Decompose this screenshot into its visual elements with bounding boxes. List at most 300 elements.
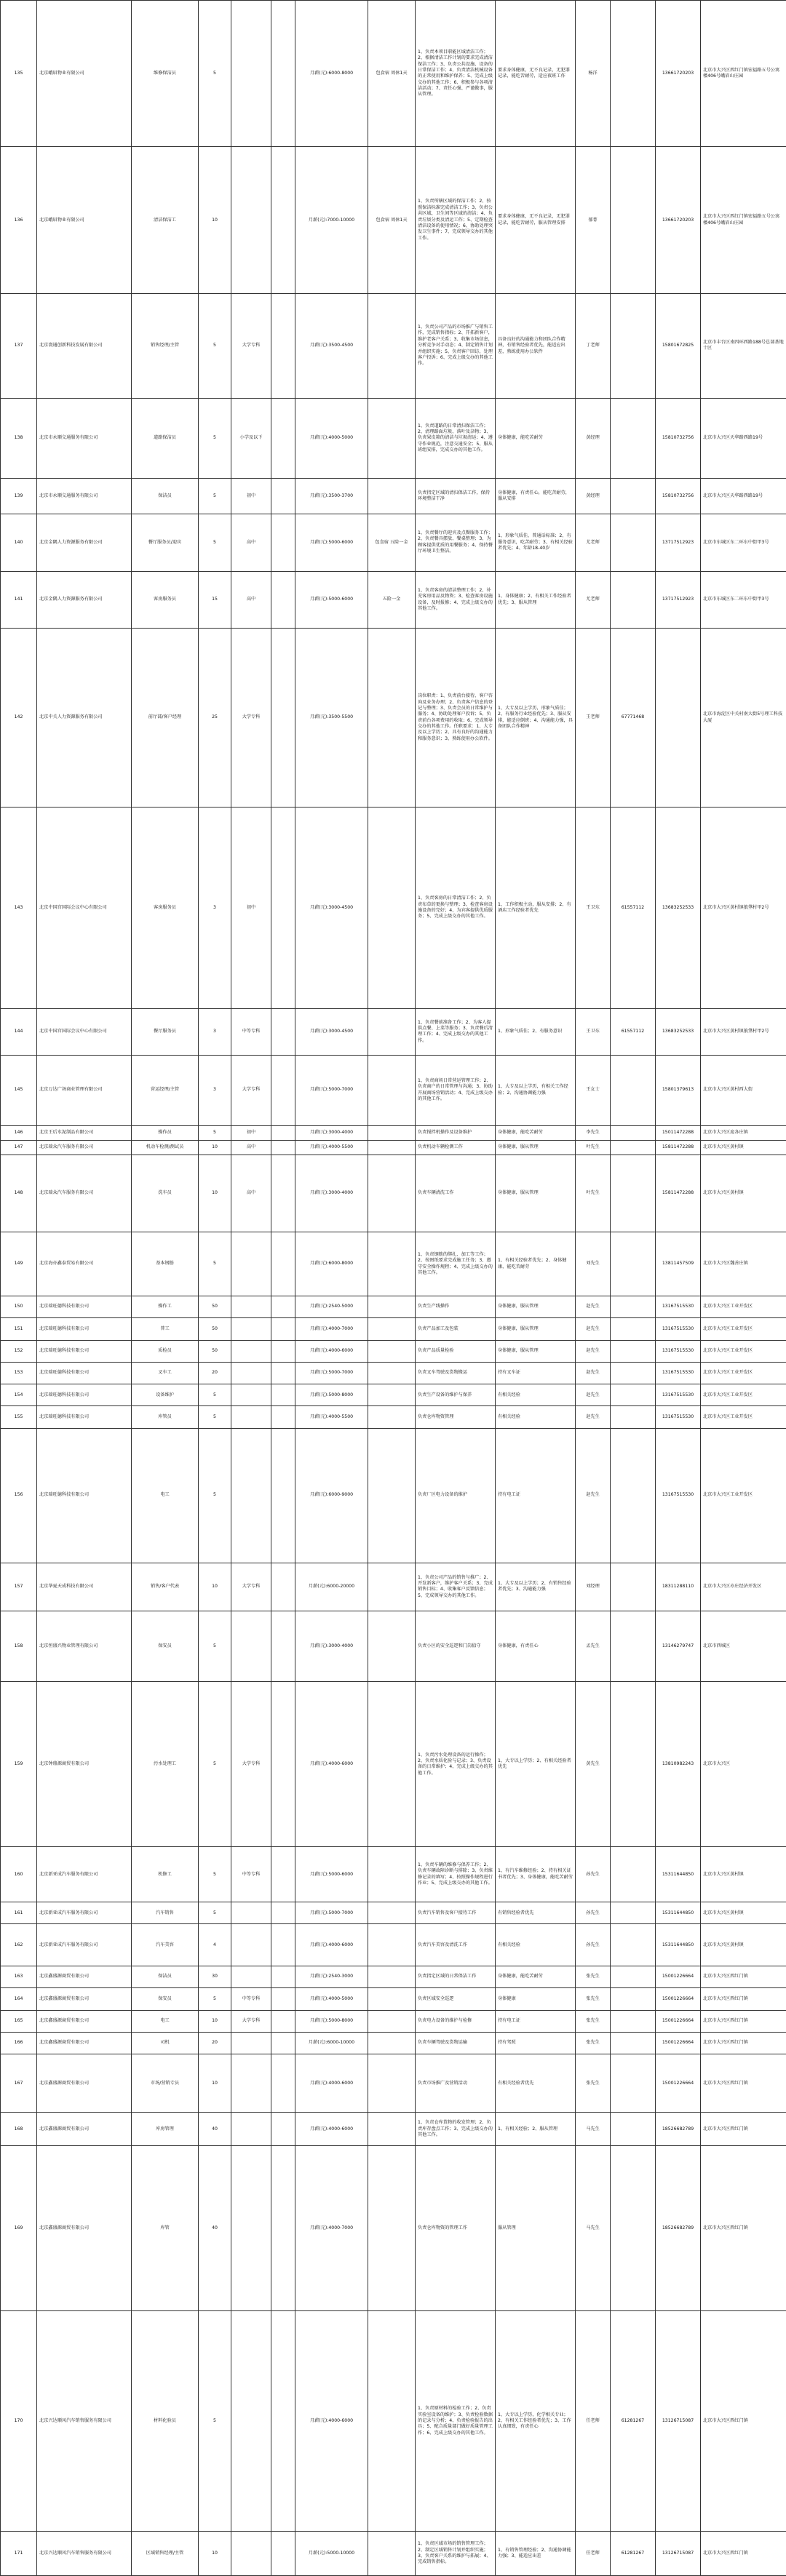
company-name: 北京恒盛兴物业管理有限公司 <box>37 1611 132 1682</box>
experience <box>271 1232 295 1296</box>
job-duties: 1、负责本项目职能区域清洁工作；2、根据清洁工作计划的要求完成清洁保洁工作；3、负责公共设施、设备的日常保洁工作；4、负责清洁机械设备的正常使用和维护保养；5、完成上级交办的其他工作；6、积极参与各项清洁活动；7、责任心强、严谨做事，服从管理。 <box>416 1 496 147</box>
salary: 月薪(元):4000-7000 <box>295 1318 368 1340</box>
salary: 月薪(元):5000-6000 <box>295 514 368 571</box>
education-requirement <box>231 2311 271 2532</box>
job-requirements: 具备良好的沟通能力和团队合作精神，有销售经验者优先，能适应出差，熟练使用办公软件 <box>496 293 576 398</box>
row-number: 164 <box>1 1988 37 2010</box>
benefits <box>368 629 416 807</box>
company-name: 北京峨眉物业有限公司 <box>37 1 132 147</box>
phone-number <box>611 1563 656 1611</box>
job-requirements: 1、形象气质佳；2、有服务意识 <box>496 1009 576 1056</box>
job-requirements: 1、有销售管理经验；2、沟通协调能力强；3、能适应出差 <box>496 2532 576 2576</box>
work-address: 北京市大兴区黄村镇 <box>701 1140 786 1155</box>
experience <box>271 479 295 514</box>
company-name: 北京兴达顺风汽车销售服务有限公司 <box>37 2311 132 2532</box>
benefits <box>368 2032 416 2054</box>
row-number: 141 <box>1 571 37 629</box>
contact-person: 尤老师 <box>576 571 611 629</box>
job-duties: 负责机动车辆检测工作 <box>416 1140 496 1155</box>
experience <box>271 2311 295 2532</box>
job-duties: 负责叉车驾驶及货物搬运 <box>416 1362 496 1384</box>
position-name: 汽车销售 <box>132 1902 199 1924</box>
salary: 月薪(元):3000-4000 <box>295 1155 368 1232</box>
work-address: 北京市海淀区中关村南大街5号理工科技大厦 <box>701 629 786 807</box>
table-row <box>1 1125 786 1140</box>
headcount: 5 <box>199 1 231 147</box>
position-name: 汽车美容 <box>132 1924 199 1966</box>
job-duties: 1、负责餐前准备工作；2、为客人提供点餐、上菜等服务；3、负责餐后清理工作；4、完成上级交办的其他工作。 <box>416 1009 496 1056</box>
contact-person: 丁老师 <box>576 293 611 398</box>
contact-person: 赵先生 <box>576 1318 611 1340</box>
mobile-number: 13167515530 <box>656 1406 701 1428</box>
salary: 月薪(元):2540-3000 <box>295 1966 368 1987</box>
job-requirements: 身体健康，服从管理 <box>496 1340 576 1362</box>
job-requirements: 身体健康，服从管理 <box>496 1296 576 1317</box>
education-requirement <box>231 2113 271 2146</box>
table-row <box>1 1428 786 1563</box>
table-row <box>1 1362 786 1384</box>
education-requirement <box>231 1406 271 1428</box>
job-duties: 负责市场推广及营销活动 <box>416 2054 496 2113</box>
headcount: 5 <box>199 1406 231 1428</box>
salary: 月薪(元):4000-6000 <box>295 1340 368 1362</box>
headcount: 5 <box>199 1902 231 1924</box>
phone-number <box>611 1406 656 1428</box>
work-address: 北京市大兴区西红门镇宏福路五号公寓楼406号峨眉山庄园 <box>701 1 786 147</box>
phone-number: 67771468 <box>611 629 656 807</box>
row-number: 163 <box>1 1966 37 1987</box>
position-name: 司机 <box>132 2032 199 2054</box>
position-name: 基本钢筋 <box>132 1232 199 1296</box>
work-address: 北京市大兴区西红门镇 <box>701 2054 786 2113</box>
education-requirement <box>231 1318 271 1340</box>
mobile-number: 13661720203 <box>656 147 701 293</box>
company-name: 北京瑞众汽车服务有限公司 <box>37 1155 132 1232</box>
salary: 月薪(元):6000-10000 <box>295 2032 368 2054</box>
position-name: 保洁员 <box>132 479 199 514</box>
position-name: 市场/营销专员 <box>132 2054 199 2113</box>
work-address: 北京市大兴区西红门镇 <box>701 2532 786 2576</box>
phone-number <box>611 398 656 479</box>
education-requirement: 中等专科 <box>231 1847 271 1902</box>
benefits: 五险一金 <box>368 571 416 629</box>
experience <box>271 2010 295 2032</box>
job-duties: 负责车辆清洗工作 <box>416 1155 496 1232</box>
job-duties: 岗位职责：1、负责前台接待、客户咨询及业务办理；2、负责客户信息的登记与整理；3、负责会员的日常维护与服务；4、协助处理客户投诉；5、负责前台各项费用的收取；6、完成领导交办的其他工作。任职要求：1、大专及以上学历；2、具有良好的沟通能力和服务意识；3、熟练使用办公软件。 <box>416 629 496 807</box>
work-address: 北京市大兴区西红门镇 <box>701 1966 786 1987</box>
job-duties: 1、负责餐厅的迎宾及点餐服务工作；2、负责餐具摆放、餐桌整理；3、为顾客提供优质的用餐服务；4、保持餐厅环境卫生整洁。 <box>416 514 496 571</box>
work-address: 北京市大兴区天华路西路19号 <box>701 398 786 479</box>
contact-person: 黄经理 <box>576 398 611 479</box>
education-requirement <box>231 1902 271 1924</box>
salary: 月薪(元):3500-5500 <box>295 629 368 807</box>
education-requirement <box>231 2146 271 2311</box>
phone-number <box>611 1384 656 1406</box>
table-row <box>1 2054 786 2113</box>
headcount: 5 <box>199 2311 231 2532</box>
position-name: 洗车员 <box>132 1155 199 1232</box>
job-duties: 负责仓库物资的管理工作 <box>416 2146 496 2311</box>
job-duties: 负责汽车美容及清洗工作 <box>416 1924 496 1966</box>
salary: 月薪(元):6000-8000 <box>295 1232 368 1296</box>
job-duties: 1、负责道路的日常清扫保洁工作；2、清理路面垃圾、落叶及杂物；3、负责果皮箱的清洁与垃圾清运；4、遵守作业规范，注意交通安全；5、服从班组安排，完成交办的其他工作。 <box>416 398 496 479</box>
salary: 月薪(元):7000-10000 <box>295 147 368 293</box>
salary: 月薪(元):4000-5500 <box>295 1406 368 1428</box>
row-number: 167 <box>1 2054 37 2113</box>
job-requirements: 有相关经验 <box>496 1384 576 1406</box>
headcount: 5 <box>199 398 231 479</box>
phone-number <box>611 1362 656 1384</box>
table-row <box>1 1009 786 1056</box>
job-requirements: 1、大专及以上学历，有相关工作经验；2、沟通协调能力强 <box>496 1055 576 1125</box>
experience <box>271 1966 295 1987</box>
row-number: 142 <box>1 629 37 807</box>
position-name: 操作工 <box>132 1296 199 1317</box>
headcount: 10 <box>199 2054 231 2113</box>
education-requirement <box>231 1384 271 1406</box>
salary: 月薪(元):6000-9000 <box>295 1428 368 1563</box>
headcount: 20 <box>199 1362 231 1384</box>
row-number: 138 <box>1 398 37 479</box>
table-row <box>1 1406 786 1428</box>
mobile-number <box>656 629 701 807</box>
benefits <box>368 1055 416 1125</box>
phone-number <box>611 2146 656 2311</box>
job-requirements: 持有叉车证 <box>496 1362 576 1384</box>
position-name: 材料化验员 <box>132 2311 199 2532</box>
job-requirements: 1、工作积极主动，服从安排；2、有酒店工作经验者优先 <box>496 807 576 1008</box>
job-requirements: 身体健康，能吃苦耐劳 <box>496 1125 576 1140</box>
position-name: 污水处理工 <box>132 1682 199 1847</box>
education-requirement <box>231 1340 271 1362</box>
salary: 月薪(元):6000-20000 <box>295 1563 368 1611</box>
phone-number: 61557112 <box>611 807 656 1008</box>
salary: 月薪(元):4000-6000 <box>295 2054 368 2113</box>
headcount: 10 <box>199 2010 231 2032</box>
company-name: 北京鑫盛源商贸有限公司 <box>37 2146 132 2311</box>
benefits <box>368 1318 416 1340</box>
work-address: 北京市大兴区亦庄经济开发区 <box>701 1563 786 1611</box>
job-duties: 1、负责商场日常营运管理工作；2、负责商户的日常管理与沟通；3、协助开展商场营销活动；4、完成上级交办的其他工作。 <box>416 1055 496 1125</box>
company-name: 北京市永顺交通服务有限公司 <box>37 479 132 514</box>
benefits <box>368 398 416 479</box>
position-name: 叉车工 <box>132 1362 199 1384</box>
experience <box>271 2032 295 2054</box>
contact-person: 李先生 <box>576 1125 611 1140</box>
phone-number <box>611 1296 656 1317</box>
experience <box>271 1362 295 1384</box>
job-duties: 1、负责客房的清洁整理工作；2、补充客房用品及物资；3、检查客房设施设备，及时报修；4、完成上级交办的其他工作。 <box>416 571 496 629</box>
table-row <box>1 2146 786 2311</box>
row-number: 158 <box>1 1611 37 1682</box>
job-requirements: 1、有相关经验者优先；2、身体健康，能吃苦耐劳 <box>496 1232 576 1296</box>
benefits <box>368 1140 416 1155</box>
job-requirements: 身体健康，能吃苦耐劳 <box>496 1966 576 1987</box>
job-requirements: 身体健康 <box>496 1988 576 2010</box>
row-number: 162 <box>1 1924 37 1966</box>
job-duties: 1、负责所辖区域的保洁工作；2、按照保洁标准完成清洁工作；3、负责公共区域、卫生间等区域的清洁；4、负责垃圾分类及清运工作；5、定期检查清洁设备的使用情况；6、协助处理突发卫生事件；7、完成领导交办的其他工作。 <box>416 147 496 293</box>
benefits <box>368 2010 416 2032</box>
work-address: 北京市大兴区工业开发区 <box>701 1318 786 1340</box>
table-row <box>1 514 786 571</box>
table-row <box>1 398 786 479</box>
salary: 月薪(元):5000-6000 <box>295 571 368 629</box>
phone-number <box>611 1 656 147</box>
table-row <box>1 1384 786 1406</box>
contact-person: 赵先生 <box>576 1296 611 1317</box>
salary: 月薪(元):3000-4500 <box>295 1009 368 1056</box>
company-name: 北京新亚成汽车服务有限公司 <box>37 1847 132 1902</box>
mobile-number: 15810732756 <box>656 398 701 479</box>
mobile-number: 15801379613 <box>656 1055 701 1125</box>
education-requirement: 小学及以下 <box>231 398 271 479</box>
benefits <box>368 1682 416 1847</box>
mobile-number: 15311644850 <box>656 1924 701 1966</box>
experience <box>271 2532 295 2576</box>
headcount: 3 <box>199 807 231 1008</box>
phone-number <box>611 1924 656 1966</box>
company-name: 北京钟鼎源商贸有限公司 <box>37 1682 132 1847</box>
contact-person: 黄先生 <box>576 1682 611 1847</box>
job-duties: 1、负责客房的日常清洁工作；2、负责布草的更换与整理；3、检查客房设施设备的完好；4、为宾客提供优质服务；5、完成上级交办的其他工作。 <box>416 807 496 1008</box>
job-requirements: 服从管理 <box>496 2146 576 2311</box>
row-number: 148 <box>1 1155 37 1232</box>
benefits: 包食宿 周休1天 <box>368 1 416 147</box>
table-row <box>1 2311 786 2532</box>
row-number: 149 <box>1 1232 37 1296</box>
work-address: 北京市大兴区工业开发区 <box>701 1428 786 1563</box>
phone-number <box>611 571 656 629</box>
position-name: 保洁员 <box>132 1966 199 1987</box>
table-row <box>1 1155 786 1232</box>
table-row <box>1 1682 786 1847</box>
row-number: 151 <box>1 1318 37 1340</box>
mobile-number: 18526682789 <box>656 2113 701 2146</box>
work-address: 北京市大兴区黄村镇 <box>701 1847 786 1902</box>
position-name: 机修工 <box>132 1847 199 1902</box>
experience <box>271 1847 295 1902</box>
table-row <box>1 2032 786 2054</box>
row-number: 165 <box>1 2010 37 2032</box>
benefits <box>368 1296 416 1317</box>
job-requirements: 1、身体健康；2、有相关工作经验者优先；3、服从管理 <box>496 571 576 629</box>
row-number: 159 <box>1 1682 37 1847</box>
mobile-number: 13683252533 <box>656 1009 701 1056</box>
contact-person: 叶先生 <box>576 1140 611 1155</box>
mobile-number: 13810982243 <box>656 1682 701 1847</box>
headcount: 15 <box>199 571 231 629</box>
phone-number <box>611 147 656 293</box>
education-requirement: 初中 <box>231 479 271 514</box>
row-number: 160 <box>1 1847 37 1902</box>
salary: 月薪(元):6000-8000 <box>295 1 368 147</box>
headcount: 5 <box>199 514 231 571</box>
work-address: 北京市大兴区工业开发区 <box>701 1406 786 1428</box>
job-duties: 1、负责仓库货物的收发管理；2、负责库存盘点工作；3、完成上级交办的其他工作。 <box>416 2113 496 2146</box>
company-name: 北京瑞旺德科技有限公司 <box>37 1428 132 1563</box>
job-duties: 负责汽车销售及客户接待工作 <box>416 1902 496 1924</box>
company-name: 北京瑞旺德科技有限公司 <box>37 1318 132 1340</box>
phone-number <box>611 1155 656 1232</box>
education-requirement: 高中 <box>231 514 271 571</box>
job-requirements: 1、大专及以上学历；2、有销售经验者优先；3、沟通能力强 <box>496 1563 576 1611</box>
mobile-number: 13717512923 <box>656 514 701 571</box>
job-duties: 1、负责公司产品的市场推广与销售工作，完成销售指标；2、开拓新客户，维护老客户关系；3、收集市场信息，分析竞争对手动态；4、制定销售计划并组织实施；5、负责客户回访，处理客户投诉；6、完成上级交办的其他工作。 <box>416 293 496 398</box>
education-requirement: 大学专科 <box>231 293 271 398</box>
salary: 月薪(元):5000-7000 <box>295 1055 368 1125</box>
contact-person: 郁菁 <box>576 147 611 293</box>
position-name: 维修保洁员 <box>132 1 199 147</box>
table-row <box>1 1988 786 2010</box>
headcount: 5 <box>199 1682 231 1847</box>
phone-number <box>611 1902 656 1924</box>
headcount: 40 <box>199 2146 231 2311</box>
contact-person: 赵先生 <box>576 1428 611 1563</box>
contact-person: 张先生 <box>576 1966 611 1987</box>
salary: 月薪(元):4000-6000 <box>295 2113 368 2146</box>
contact-person: 张先生 <box>576 1988 611 2010</box>
work-address: 北京市大兴区黄村镇 <box>701 1902 786 1924</box>
phone-number <box>611 2113 656 2146</box>
salary: 月薪(元):3500-3700 <box>295 479 368 514</box>
benefits <box>368 1340 416 1362</box>
table-row <box>1 479 786 514</box>
benefits: 包食宿 五险一金 <box>368 514 416 571</box>
education-requirement: 高中 <box>231 1140 271 1155</box>
mobile-number: 13167515530 <box>656 1428 701 1563</box>
salary: 月薪(元):4000-5000 <box>295 398 368 479</box>
mobile-number: 13167515530 <box>656 1340 701 1362</box>
work-address: 北京市大兴区魏善庄镇 <box>701 1232 786 1296</box>
work-address: 北京市大兴区工业开发区 <box>701 1340 786 1362</box>
experience <box>271 2146 295 2311</box>
company-name: 北京鑫盛源商贸有限公司 <box>37 2010 132 2032</box>
headcount: 20 <box>199 2032 231 2054</box>
position-name: 保安员 <box>132 1611 199 1682</box>
company-name: 北京金隅人力资源服务有限公司 <box>37 571 132 629</box>
company-name: 北京新亚成汽车服务有限公司 <box>37 1924 132 1966</box>
work-address: 北京市大兴区西红门镇 <box>701 2010 786 2032</box>
benefits <box>368 1611 416 1682</box>
education-requirement: 初中 <box>231 1125 271 1140</box>
row-number: 157 <box>1 1563 37 1611</box>
work-address: 北京市大兴区工业开发区 <box>701 1296 786 1317</box>
row-number: 161 <box>1 1902 37 1924</box>
contact-person: 杨洋 <box>576 1 611 147</box>
company-name: 北京瑞众汽车服务有限公司 <box>37 1140 132 1155</box>
benefits <box>368 1847 416 1902</box>
phone-number <box>611 1428 656 1563</box>
benefits <box>368 1384 416 1406</box>
phone-number <box>611 1340 656 1362</box>
salary: 月薪(元):4000-6000 <box>295 1682 368 1847</box>
job-requirements: 有相关经验者优先 <box>496 2054 576 2113</box>
job-duties: 负责生产设备的维护与保养 <box>416 1384 496 1406</box>
table-row <box>1 293 786 398</box>
mobile-number: 13126715087 <box>656 2532 701 2576</box>
position-name: 道路保洁员 <box>132 398 199 479</box>
company-name: 北京鑫盛源商贸有限公司 <box>37 1988 132 2010</box>
work-address: 北京市大兴区西红门镇 <box>701 2311 786 2532</box>
salary: 月薪(元):4000-5000 <box>295 1988 368 2010</box>
row-number: 139 <box>1 479 37 514</box>
company-name: 北京鑫盛源商贸有限公司 <box>37 1966 132 1987</box>
experience <box>271 1924 295 1966</box>
contact-person: 王老师 <box>576 629 611 807</box>
table-row <box>1 1340 786 1362</box>
row-number: 169 <box>1 2146 37 2311</box>
job-requirements: 身体健康，能吃苦耐劳 <box>496 398 576 479</box>
job-duties: 1、负责公司产品的销售与推广；2、开发新客户，维护客户关系；3、完成销售目标；4、收集客户反馈信息；5、完成领导交办的其他工作。 <box>416 1563 496 1611</box>
job-requirements: 身体健康，有责任心 <box>496 1611 576 1682</box>
contact-person: 尤老师 <box>576 514 611 571</box>
row-number: 152 <box>1 1340 37 1362</box>
education-requirement: 初中 <box>231 807 271 1008</box>
position-name: 质检员 <box>132 1340 199 1362</box>
phone-number <box>611 1611 656 1682</box>
contact-person: 王女士 <box>576 1055 611 1125</box>
work-address: 北京市大兴区天华路西路19号 <box>701 479 786 514</box>
table-row <box>1 1966 786 1987</box>
experience <box>271 1682 295 1847</box>
company-name: 北京鑫盛源商贸有限公司 <box>37 2032 132 2054</box>
experience <box>271 571 295 629</box>
mobile-number: 13811457509 <box>656 1232 701 1296</box>
contact-person: 王卫东 <box>576 807 611 1008</box>
contact-person: 孙先生 <box>576 1924 611 1966</box>
position-name: 客房服务员 <box>132 807 199 1008</box>
work-address: 北京市大兴区西红门镇 <box>701 2146 786 2311</box>
row-number: 137 <box>1 293 37 398</box>
row-number: 154 <box>1 1384 37 1406</box>
salary: 月薪(元):3500-4500 <box>295 293 368 398</box>
contact-person: 刘先生 <box>576 1232 611 1296</box>
headcount: 10 <box>199 147 231 293</box>
mobile-number: 13167515530 <box>656 1362 701 1384</box>
education-requirement <box>231 147 271 293</box>
mobile-number: 15801672825 <box>656 293 701 398</box>
education-requirement <box>231 2054 271 2113</box>
position-name: 销售/客户代表 <box>132 1563 199 1611</box>
education-requirement <box>231 1966 271 1987</box>
mobile-number: 18526682789 <box>656 2146 701 2311</box>
row-number: 150 <box>1 1296 37 1317</box>
education-requirement: 大学专科 <box>231 1682 271 1847</box>
headcount: 10 <box>199 1140 231 1155</box>
benefits <box>368 1428 416 1563</box>
experience <box>271 1988 295 2010</box>
job-requirements: 1、有汽车维修经验；2、持有相关证书者优先；3、身体健康，能吃苦耐劳 <box>496 1847 576 1902</box>
table-row <box>1 1902 786 1924</box>
company-name: 北京中国宫国际会议中心有限公司 <box>37 807 132 1008</box>
salary: 月薪(元):2540-5000 <box>295 1296 368 1317</box>
headcount: 5 <box>199 1384 231 1406</box>
job-requirements: 身体健康，服从管理 <box>496 1155 576 1232</box>
contact-person: 孙先生 <box>576 1902 611 1924</box>
position-name: 库管员 <box>132 1406 199 1428</box>
mobile-number: 15811472288 <box>656 1155 701 1232</box>
work-address: 北京市大兴区黄村镇狼垡村甲2号 <box>701 1009 786 1056</box>
experience <box>271 2113 295 2146</box>
headcount: 5 <box>199 1232 231 1296</box>
salary: 月薪(元):4000-6000 <box>295 2311 368 2532</box>
phone-number <box>611 1966 656 1987</box>
position-name: 保安员 <box>132 1988 199 2010</box>
education-requirement: 大学专科 <box>231 2010 271 2032</box>
phone-number <box>611 1847 656 1902</box>
table-row <box>1 1924 786 1966</box>
contact-person: 张先生 <box>576 2054 611 2113</box>
